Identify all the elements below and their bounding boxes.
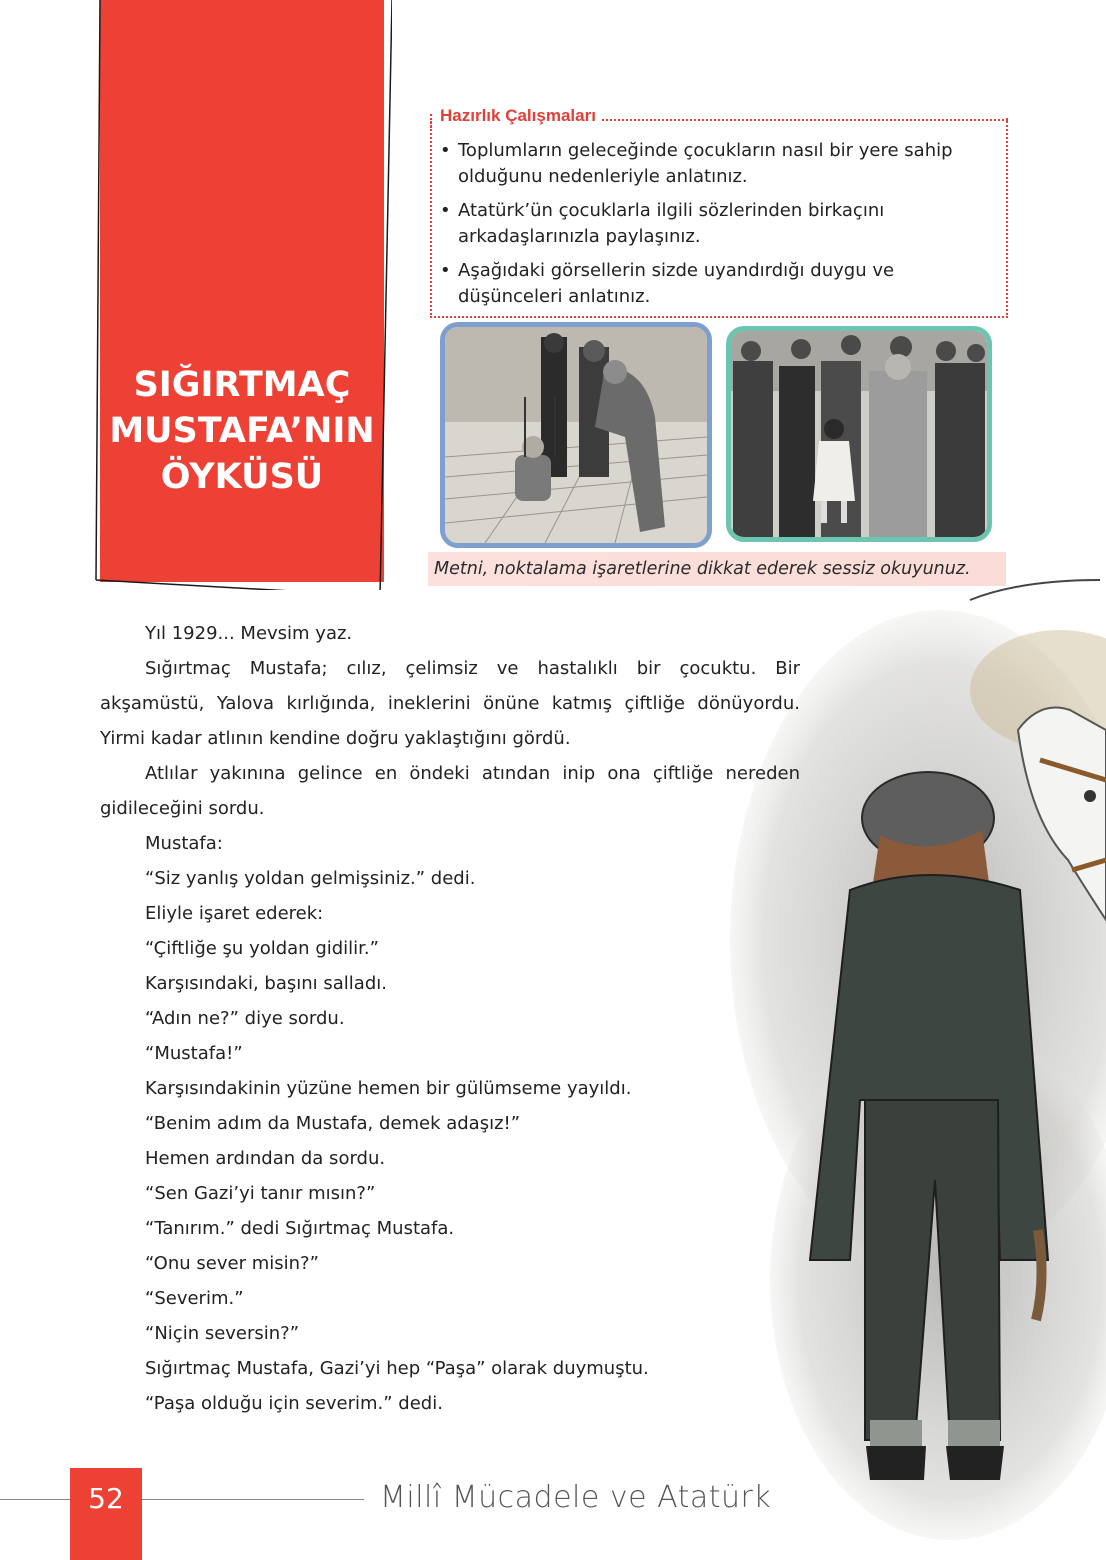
photo-ataturk-child-swing: [440, 322, 712, 548]
footer-rule: [0, 1499, 70, 1500]
story-paragraph: Yıl 1929... Mevsim yaz.: [145, 623, 353, 644]
photo-ataturk-walking-girl: [726, 326, 992, 542]
dotted-rule: [602, 111, 1008, 121]
preparation-list: [438, 138, 998, 318]
page-title: [100, 362, 384, 500]
title-line: ÖYKÜSÜ: [160, 457, 324, 497]
reading-instruction: Metni, noktalama işaretlerine dikkat ederek sessiz okuyunuz.: [428, 552, 1006, 586]
story-paragraph: Karşısındakinin yüzüne hemen bir gülümseme yayıldı.: [145, 1078, 632, 1099]
story-paragraph: Sığırtmaç Mustafa; cılız, çelimsiz ve hastalıklı bir çocuktu. Bir akşamüstü, Yalova kırlığında, ineklerini önüne katmış çiftliğe dönüyordu. Yirmi kadar atlının kendine doğru yaklaştığını gördü.: [100, 658, 800, 749]
story-paragraph: Karşısındaki, başını salladı.: [145, 973, 387, 994]
story-paragraph: Sığırtmaç Mustafa, Gazi’yi hep “Paşa” olarak duymuştu.: [145, 1358, 649, 1379]
photo-illustration: [445, 327, 707, 543]
preparation-header: [430, 104, 1008, 128]
story-paragraph: Eliyle işaret ederek:: [145, 903, 324, 924]
preparation-item: • Toplumların geleceğinde çocukların nasıl bir yere sahip olduğunu nedenleriyle anlatınız.: [438, 138, 998, 190]
story-paragraph: “Adın ne?” diye sordu.: [145, 1008, 345, 1029]
story-paragraph: “Niçin seversin?”: [145, 1323, 300, 1344]
story-paragraph: Hemen ardından da sordu.: [145, 1148, 386, 1169]
photo-illustration: [731, 331, 987, 537]
story-text: [100, 616, 800, 1421]
story-paragraph: “Siz yanlış yoldan gelmişsiniz.” dedi.: [145, 868, 476, 889]
story-paragraph: “Tanırım.” dedi Sığırtmaç Mustafa.: [145, 1218, 455, 1239]
preparation-item: • Atatürk’ün çocuklarla ilgili sözlerinden birkaçını arkadaşlarınızla paylaşınız.: [438, 198, 998, 250]
story-paragraph: “Mustafa!”: [145, 1043, 243, 1064]
page-number: 52: [70, 1468, 142, 1560]
story-paragraph: Mustafa:: [145, 833, 223, 854]
story-paragraph: “Çiftliğe şu yoldan gidilir.”: [145, 938, 379, 959]
story-paragraph: “Paşa olduğu için severim.” dedi.: [145, 1393, 443, 1414]
story-paragraph: “Benim adım da Mustafa, demek adaşız!”: [145, 1113, 521, 1134]
story-paragraph: “Onu sever misin?”: [145, 1253, 319, 1274]
story-paragraph: Atlılar yakınına gelince en öndeki atından inip ona çiftliğe nereden gidileceğini sordu.: [100, 763, 800, 819]
book-title: Millî Mücadele ve Atatürk: [380, 1480, 772, 1515]
preparation-heading: Hazırlık Çalışmaları: [440, 106, 596, 125]
dotted-tick: [430, 114, 432, 128]
title-line: MUSTAFA’NIN: [109, 411, 375, 451]
story-paragraph: “Severim.”: [145, 1288, 244, 1309]
title-line: SIĞIRTMAÇ: [133, 365, 351, 405]
footer-rule: [142, 1499, 364, 1500]
story-paragraph: “Sen Gazi’yi tanır mısın?”: [145, 1183, 376, 1204]
preparation-item: • Aşağıdaki görsellerin sizde uyandırdığı duygu ve düşünceleri anlatınız.: [438, 258, 998, 310]
